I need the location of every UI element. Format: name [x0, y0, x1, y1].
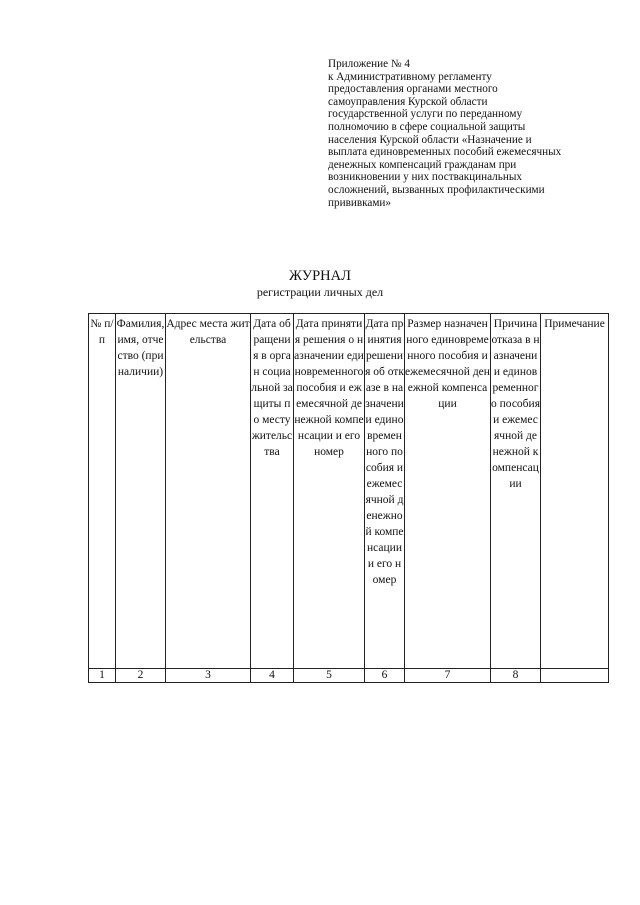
header-cell-application-date: Дата обращения в орган социальной защиты по месту жительства [251, 314, 294, 669]
appendix-line: к Административному регламенту [328, 70, 492, 83]
appendix-line: полномочию в сфере социальной защиты [328, 120, 526, 133]
header-cell-amount: Размер назначенного единовременного пособия и ежемесячной денежной компенсации [405, 314, 491, 669]
header-cell-assignment-decision: Дата принятия решения о назначении единовременного пособия и ежемесячной денежной компенсации и его номер [294, 314, 365, 669]
header-cell-note: Примечание [541, 314, 609, 669]
appendix-line: предоставления органами местного [328, 83, 498, 96]
column-number: 5 [294, 669, 365, 683]
document-subtitle: регистрации личных дел [256, 285, 384, 299]
column-number: 4 [251, 669, 294, 683]
appendix-block [328, 58, 608, 209]
column-number [541, 669, 609, 683]
appendix-line: Приложение № 4 [328, 58, 410, 70]
appendix-line: денежных компенсаций гражданам при [328, 158, 517, 171]
column-number: 1 [89, 669, 116, 683]
appendix-line: самоуправления Курской области [328, 95, 488, 108]
document-title: ЖУРНАЛ [289, 268, 351, 284]
appendix-line: государственной услуги по переданному [328, 108, 523, 121]
column-number: 7 [405, 669, 491, 683]
column-number: 6 [365, 669, 405, 683]
column-number: 2 [116, 669, 166, 683]
appendix-line: возникновении у них поствакцинальных [328, 171, 522, 184]
header-cell-full-name: Фамилия, имя, отчество (при наличии) [116, 314, 166, 669]
column-number: 8 [491, 669, 541, 683]
column-number-row [89, 669, 609, 683]
header-cell-number: № п/п [89, 314, 116, 669]
header-cell-address: Адрес места жительства [166, 314, 251, 669]
appendix-line: прививками» [328, 196, 392, 209]
header-row [89, 314, 609, 669]
appendix-line: выплата единовременных пособий ежемесячных [328, 146, 562, 159]
appendix-line: осложнений, вызванных профилактическими [328, 183, 545, 196]
header-cell-refusal-decision: Дата принятия решения об отказе в назначении единовременного пособия и ежемесячной денежной компенсации и его номер [365, 314, 405, 669]
header-cell-refusal-reason: Причина отказа в назначении единовременного пособия и ежемесячной денежной компенсации [491, 314, 541, 669]
appendix-line: населения Курской области «Назначение и [328, 133, 532, 146]
journal-table [88, 313, 609, 683]
column-number: 3 [166, 669, 251, 683]
